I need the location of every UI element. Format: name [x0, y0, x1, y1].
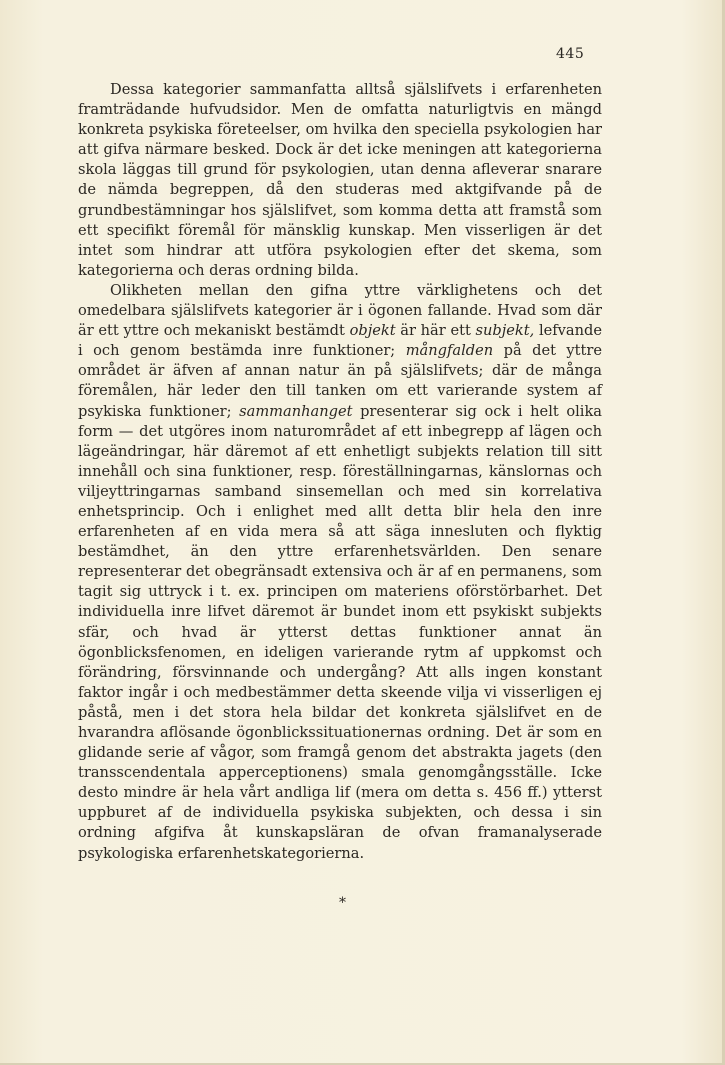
- italic-term: subjekt,: [475, 322, 535, 340]
- italic-term: objekt: [349, 322, 396, 340]
- section-separator: *: [339, 895, 346, 911]
- body-text: [78, 80, 602, 864]
- italic-term: mångfalden: [405, 342, 494, 360]
- text-run: presenterar sig ock i helt olika form — det utgöres inom naturområdet af ett inbegrepp af lägen och lägeändringar, här däremot af ett enhetligt subjekts relation till sitt innehåll och sina funktioner, resp. föreställningarnas, känslornas och viljeyttringarnas samband sinsemellan och med sin korrelativa enhetsprincip. Och i enlighet med allt detta blir hela den inre erfarenheten af en vida mera så att säga innesluten och flyktig bestämdhet, än den yttre erfarenhetsvärlden. Den senare representerar det obegränsadt extensiva och är af en permanens, som tagit sig uttryck i t. ex. principen om materiens oförstörbarhet. Det individuella inre lifvet däremot är bundet inom ett psykiskt subjekts sfär, och hvad är ytterst dettas funktioner annat än ögonblicksfenomen, en ideligen varierande rytm af uppkomst och förändring, försvinnande och undergång? Att alls ingen konstant faktor ingår i och medbestämmer detta skeende vilja vi visserligen ej påstå, men i det stora hela bildar det konkreta själslifvet en de hvarandra aflösande ögonblickssituationernas ordning. Det är som en glidande serie af vågor, som framgå genom det abstrakta jagets (den transscendentala apperceptionens) smala genomgångsställe. Icke desto mindre är hela vårt andliga lif (mera om detta s. 456 ff.) ytterst uppburet af de individuella psykiska subjekten, och dessa i sin ordning afgifva åt kunskapsläran de ofvan framanalyserade psykologiska erfarenhetskategorierna.: [78, 402, 603, 862]
- page-number: 445: [556, 46, 585, 62]
- italic-term: sammanhanget: [239, 402, 353, 420]
- paragraph-1: [78, 80, 602, 281]
- paragraph-2: [78, 281, 602, 864]
- text-run: lefvande i och genom bestämda inre funktioner;: [78, 322, 602, 360]
- text-run: på det yttre området är äfven af annan natur än på själslifvets; där de många föremålen, här leder den till tanken om ett varierande system af psykiska funktioner;: [78, 342, 603, 420]
- text-run: är här ett: [395, 322, 476, 340]
- text-run: Olikheten mellan den gifna yttre värklighetens och det omedelbara själslifvets kategorier är i ögonen fallande. Hvad som där är ett yttre och mekaniskt bestämdt: [78, 281, 602, 340]
- text-run: Dessa kategorier sammanfatta alltså själslifvets i erfarenheten framträdande hufvudsidor. Men de omfatta naturligtvis en mängd konkreta psykiska företeelser, om hvilka den speciella psykologien har att gifva närmare besked. Dock är det icke meningen att kategorierna skola läggas till grund för psykologien, utan denna afleverar snarare de nämda begreppen, då den studeras med aktgifvande på de grundbestämningar hos själslifvet, som komma detta att framstå som ett specifikt föremål för mänsklig kunskap. Men visserligen är det intet som hindrar att utföra psykologien efter det skema, som kategorierna och deras ordning bilda.: [78, 81, 602, 279]
